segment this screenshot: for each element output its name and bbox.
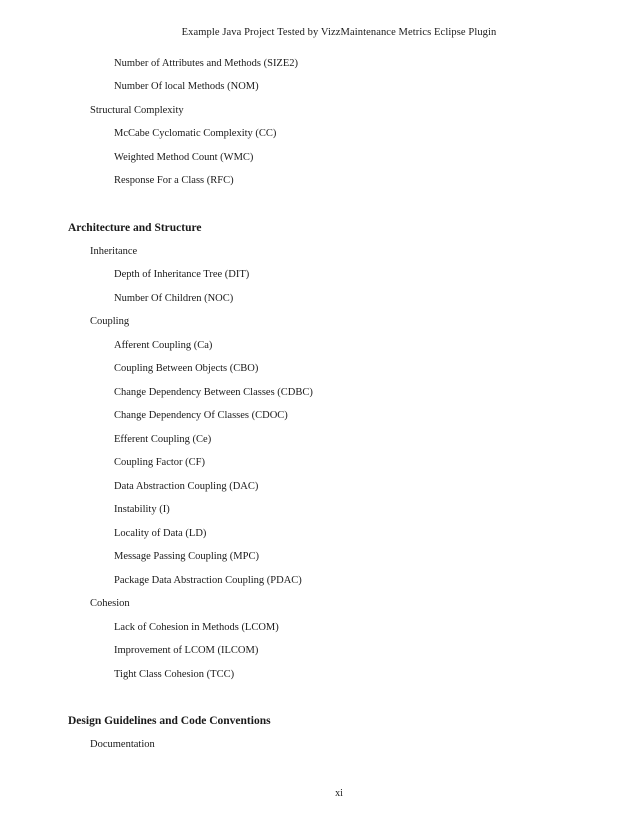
toc-subitem: Lack of Cohesion in Methods (LCOM) — [114, 622, 279, 633]
toc-group-heading: Inheritance — [90, 246, 138, 257]
toc-subitem: Coupling Factor (CF) — [114, 457, 205, 468]
toc-subitem: Number of Attributes and Methods (SIZE2) — [114, 58, 299, 69]
toc-group-heading: Structural Complexity — [90, 105, 184, 116]
toc-subitem: Change Dependency Between Classes (CDBC) — [114, 387, 313, 398]
toc-subitem: Locality of Data (LD) — [114, 528, 207, 539]
toc-subitem: Response For a Class (RFC) — [114, 175, 234, 186]
toc-group-heading: Cohesion — [90, 598, 130, 609]
toc-subitem: Instability (I) — [114, 504, 170, 515]
toc-subitem: Change Dependency Of Classes (CDOC) — [114, 410, 288, 421]
toc-subitem: Number Of local Methods (NOM) — [114, 81, 259, 92]
page-number: xi — [335, 788, 343, 799]
toc-subitem: Afferent Coupling (Ca) — [114, 340, 213, 351]
toc-subitem: Coupling Between Objects (CBO) — [114, 363, 259, 374]
toc-subitem: Improvement of LCOM (ILCOM) — [114, 645, 259, 656]
section-heading: Design Guidelines and Code Conventions — [68, 715, 271, 727]
toc-subitem: Number Of Children (NOC) — [114, 293, 234, 304]
toc-group-heading: Documentation — [90, 739, 155, 750]
running-header: Example Java Project Tested by VizzMaintenance Metrics Eclipse Plugin — [181, 27, 497, 38]
toc-subitem: Depth of Inheritance Tree (DIT) — [114, 269, 250, 280]
toc-subitem: Data Abstraction Coupling (DAC) — [114, 481, 259, 492]
toc-subitem: Efferent Coupling (Ce) — [114, 434, 212, 445]
section-heading: Architecture and Structure — [68, 222, 202, 234]
toc-subitem: Package Data Abstraction Coupling (PDAC) — [114, 575, 302, 586]
toc-subitem: McCabe Cyclomatic Complexity (CC) — [114, 128, 277, 139]
toc-group-heading: Coupling — [90, 316, 130, 327]
toc-subitem: Tight Class Cohesion (TCC) — [114, 669, 235, 680]
toc-subitem: Message Passing Coupling (MPC) — [114, 551, 259, 562]
toc-subitem: Weighted Method Count (WMC) — [114, 152, 254, 163]
